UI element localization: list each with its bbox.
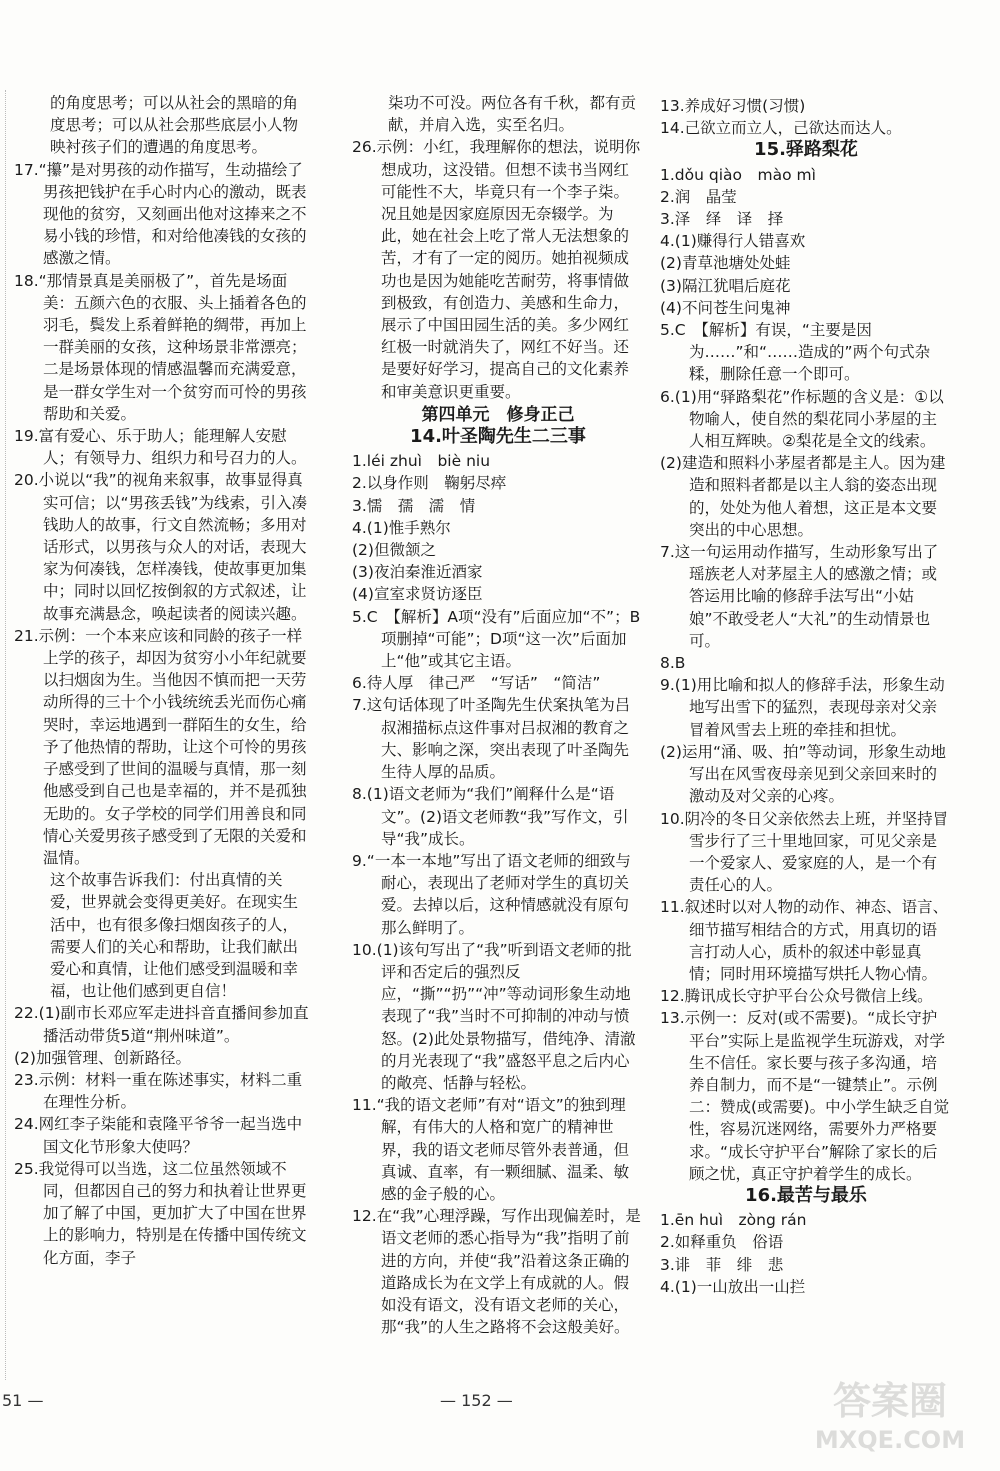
- answer-item: 26.示例：小红，我理解你的想法，说明你想成功，这没错。但想不读书当网红可能性不大，毕竟只有一个李子柒。况且她是因家庭原因无奈辍学。为此，她在社会上吃了常人无法想象的苦，才有了一定的阅历。她拍视频成功也是因为她能吃苦耐劳，将事情做到极致，有创造力、美感和生命力，展示了中国田园生活的美。多少网红红极一时就消失了，网红不好当。还是要好好学习，提高自己的文化素养和审美意识更重要。: [352, 138, 641, 401]
- lesson-16-title: 16.最苦与最乐: [745, 1184, 867, 1206]
- answer-column-middle: [352, 92, 644, 1338]
- answer-item: 11.“我的语文老师”有对“语文”的独到理解，有伟大的人格和宽广的精神世界，我的语文老师尽管外表普通，但真诚、直率，有一颗细腻、温柔、敏感的金子般的心。: [352, 1096, 630, 1203]
- answer-item: 5.C 【解析】A项“没有”后面应加“不”；B项删掉“可能”；D项“这一次”后面加上“他”或其它主语。: [352, 607, 641, 671]
- answer-column-left: [14, 92, 309, 1269]
- answer-item: (2)建造和照料小茅屋者都是主人。因为建造和照料者都是以主人翁的姿态出现的，处处为他人着想，这正是本文要突出的中心思想。: [660, 454, 946, 539]
- answer-item: (2)青草池塘处处蛙: [660, 254, 791, 273]
- answer-item: 6.待人厚 律己严 “写话” “简洁”: [352, 674, 601, 693]
- answer-item: 24.网红李子柒能和袁隆平爷爷一起当选中国文化节形象大使吗？: [14, 1115, 303, 1156]
- answer-item: 6.(1)用“驿路梨花”作标题的含义是：①以物喻人，使自然的梨花同小茅屋的主人相互辉映。②梨花是全文的线索。: [660, 387, 944, 451]
- answer-item: 7.这句话体现了叶圣陶先生伏案执笔为吕叔湘描标点这件事对吕叔湘的教育之大、影响之深，突出表现了叶圣陶先生待人厚的品质。: [352, 696, 631, 782]
- answer-item: (2)加强管理、创新路径。: [14, 1048, 191, 1067]
- answer-item: 14.己欲立而立人，己欲达而达人。: [660, 119, 902, 138]
- answer-item: 1.léi zhuì biè niu: [352, 452, 491, 471]
- answer-item: 3.泽 绎 译 择: [660, 210, 784, 229]
- answer-item: 1.dǒu qiào mào mì: [660, 165, 816, 184]
- answer-item: 4.(1)赚得行人错喜欢: [660, 232, 806, 251]
- page-number: — 152 —: [440, 1391, 513, 1410]
- svg-text:答案圈: 答案圈: [832, 1379, 948, 1423]
- answer-item: 4.(1)一山放出一山拦: [660, 1277, 806, 1296]
- answer-item: 9.“一本一本地”写出了语文老师的细致与耐心，表现出了老师对学生的真切关爱。去掉以后，这种情感就没有原句那么鲜明了。: [352, 851, 631, 937]
- answer-item: 3.诽 菲 绯 悲: [660, 1255, 784, 1274]
- lesson-15-title: 15.驿路梨花: [754, 139, 858, 161]
- answer-item: 25.我觉得可以当选，这二位虽然领域不同，但都因自己的努力和执着让世界更加了解了中国，更加扩大了中国在世界上的影响力，特别是在传播中国传统文化方面，李子: [14, 1159, 307, 1267]
- page-number-left: 51 —: [2, 1391, 44, 1410]
- answer-item: 的角度思考；可以从社会的黑暗的角度思考；可以从社会那些底层小人物映衬孩子们的遭遇的角度思考。: [50, 94, 299, 157]
- right-answers-part-a: [660, 95, 952, 139]
- answer-item: (3)夜泊秦淮近酒家: [352, 563, 483, 582]
- svg-text:MXQE.COM: MXQE.COM: [814, 1426, 966, 1454]
- answer-item: 2.润 晶莹: [660, 187, 737, 206]
- answer-item: (4)宣室求贤访逐臣: [352, 585, 483, 604]
- answer-item: 8.B: [660, 654, 686, 673]
- lesson-14-answers: [352, 450, 644, 1338]
- answer-item: 4.(1)惟手熟尔: [352, 518, 451, 537]
- answer-item: 22.(1)副市长邓应军走进抖音直播间参加直播活动带货5道“荆州味道”。: [14, 1004, 309, 1045]
- watermark-logo: [800, 1372, 980, 1457]
- answer-item: (2)运用“涌、吸、拍”等动词，形象生动地写出在风雪夜母亲见到父亲回来时的激动及对父亲的心疼。: [660, 742, 947, 806]
- answer-item: (4)不问苍生问鬼神: [660, 298, 791, 317]
- answer-item: 10.(1)该句写出了“我”听到语文老师的批评和否定后的强烈反应，“撕”“扔”“冲”等动词形象生动地表现了“我”当时不可抑制的冲动与愤怒。(2)此处景物描写，借纯净、清澈的月光表现了“我”盛怒平息之后内心的敞亮、恬静与轻松。: [352, 940, 636, 1092]
- lesson-15-answers: [660, 164, 952, 1185]
- answer-item: 12.腾讯成长守护平台公众号微信上线。: [660, 987, 933, 1006]
- answer-item: 10.阴冷的冬日父亲依然去上班，并坚持冒雪步行了三十里地回家，可见父亲是一个爱家人、爱家庭的人，是一个有责任心的人。: [660, 809, 949, 895]
- answer-item: (3)隔江犹唱后庭花: [660, 276, 791, 295]
- answer-item: 1.ēn huì zòng rán: [660, 1211, 807, 1230]
- answer-item: 8.(1)语文老师为“我们”阐释什么是“语文”。(2)语文老师教“我”写作文，引导“我”成长。: [352, 785, 629, 848]
- answer-item: 柒功不可没。两位各有千秋，都有贡献，并肩入选，实至名归。: [388, 94, 637, 135]
- answer-item: 7.这一句运用动作描写，生动形象写出了瑶族老人对茅屋主人的感激之情；或答运用比喻的修辞手法写出“小姑娘”不敢受老人“大礼”的生动情景也可。: [660, 543, 939, 650]
- answer-item: 5.C 【解析】有误，“主要是因为……”和“……造成的”两个句式杂糅，删除任意一个即可。: [660, 321, 931, 384]
- middle-answers-part-a: [352, 92, 644, 403]
- answer-item: (2)但微颔之: [352, 541, 436, 560]
- answer-item: 2.以身作则 鞠躬尽瘁: [352, 474, 507, 493]
- answer-item: 11.叙述时以对人物的动作、神态、语言、细节描写相结合的方式，用真切的语言打动人心，质朴的叙述中彰显真情；同时用环境描写烘托人物心情。: [660, 898, 949, 983]
- answer-item: 19.富有爱心、乐于助人；能理解人安慰人；有领导力、组织力和号召力的人。: [14, 427, 307, 468]
- answer-item: 3.懦 孺 濡 情: [352, 496, 476, 515]
- unit-title: 第四单元 修身正己: [421, 404, 575, 425]
- answer-column-right: [660, 95, 952, 1298]
- answer-item: 13.示例一：反对(或不需要)。“成长守护平台”实际上是监视学生玩游戏，对学生不信任。家长要与孩子多沟通，培养自制力，而不是“一键禁止”。示例二：赞成(或需要)。中小学生缺乏自觉性，容易沉迷网络，需要外力严格要求。“成长守护平台”解除了家长的后顾之忧，真正守护着学生的成长。: [660, 1009, 950, 1183]
- lesson-14-title: 14.叶圣陶先生二三事: [410, 426, 586, 448]
- answer-item: 2.如释重负 俗语: [660, 1233, 784, 1252]
- answer-item: 21.示例：一个本来应该和同龄的孩子一样上学的孩子，却因为贫穷小小年纪就要以扫烟囱为生。当他因不慎而把一天劳动所得的三十个小钱统统丢光而伤心痛哭时，幸运地遇到一群陌生的女生，给予了他热情的帮助，让这个可怜的男孩子感受到了世间的温暖与真情，那一刻他感受到自己也是幸福的，并不是孤独无助的。女子学校的同学们用善良和同情心关爱男孩子感受到了无限的关爱和温情。: [14, 626, 307, 867]
- answer-item: 18.“那情景真是美丽极了”，首先是场面美：五颜六色的衣服、头上插着各色的羽毛，鬓发上系着鲜艳的绸带，再加上一群美丽的女孩，这种场景非常漂亮；二是场景体现的情感温馨而充满爱意，是一群女学生对一个贫穷而可怜的男孩帮助和关爱。: [14, 271, 307, 423]
- answer-item: 这个故事告诉我们：付出真情的关爱，世界就会变得更美好。在现实生活中，也有很多像扫烟囱孩子的人，需要人们的关心和帮助，让我们献出爱心和真情，让他们感受到温暖和幸福，也让他们感到更自信！: [50, 871, 299, 1001]
- answer-item: 20.小说以“我”的视角来叙事，故事显得真实可信；以“男孩丢钱”为线索，引入凑钱助人的故事，行文自然流畅；多用对话形式，以男孩与众人的对话，表现大家为何凑钱，怎样凑钱，使故事更加集中；同时以回忆按倒叙的方式叙述，让故事充满悬念，唤起读者的阅读兴趣。: [14, 471, 308, 623]
- left-margin-rule: [5, 90, 8, 1380]
- answer-item: 23.示例：材料一重在陈述事实，材料二重在理性分析。: [14, 1070, 303, 1112]
- answer-item: 12.在“我”心理浮躁，写作出现偏差时，是语文老师的悉心指导为“我”指明了前进的方向，并使“我”沿着这条正确的道路成长为在文学上有成就的人。假如没有语文，没有语文老师的关心，那“我”的人生之路将不会这般美好。: [352, 1207, 641, 1337]
- answer-item: 17.“攥”是对男孩的动作描写，生动描绘了男孩把钱护在手心时内心的激动，既表现他的贫穷，又刻画出他对这捧来之不易小钱的珍惜，和对给他凑钱的女孩的感激之情。: [14, 160, 307, 268]
- answer-item: 9.(1)用比喻和拟人的修辞手法，形象生动地写出雪下的猛烈，表现母亲对父亲冒着风雪去上班的牵挂和担忧。: [660, 676, 945, 739]
- lesson-16-answers: [660, 1209, 952, 1298]
- answer-item: 13.养成好习惯(习惯): [660, 97, 806, 115]
